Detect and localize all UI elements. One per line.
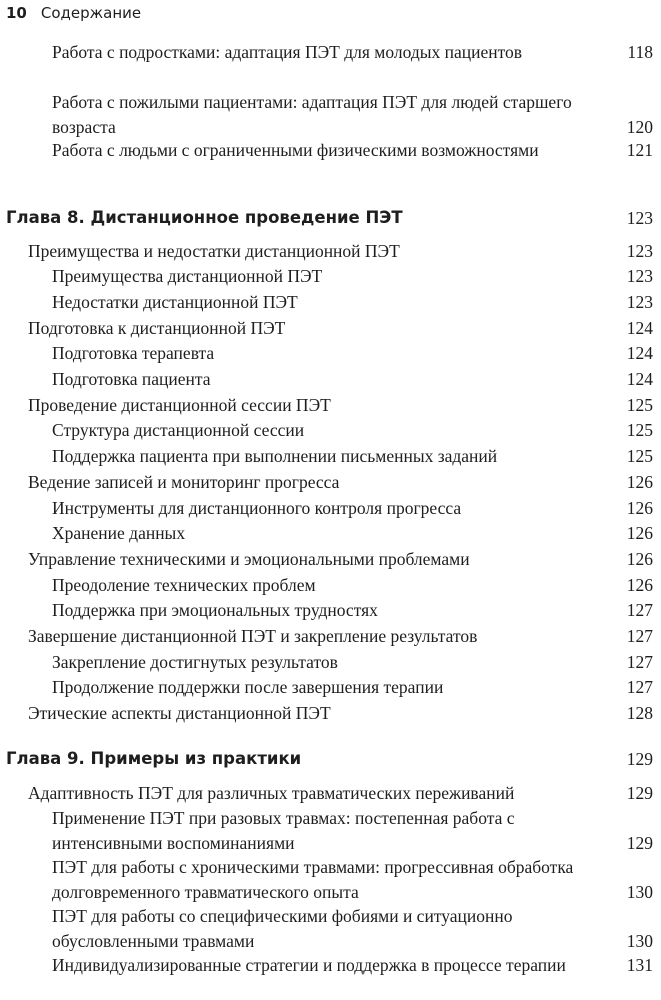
toc-entry-title: Работа с людьми с ограниченными физическими возможностями (52, 140, 539, 160)
toc-entry-page: 125 (626, 420, 653, 440)
toc-entry[interactable] (52, 264, 653, 289)
page-number: 10 (6, 4, 27, 22)
toc-entry-page: 126 (626, 549, 653, 569)
chapter-heading[interactable] (6, 205, 653, 231)
toc-entry-title: Этические аспекты дистанционной ПЭТ (28, 703, 331, 723)
toc-entry-title: Ведение записей и мониторинг прогресса (28, 472, 340, 492)
toc-entry-page: 127 (626, 677, 653, 697)
toc-entry-title: Завершение дистанционной ПЭТ и закрепление результатов (28, 626, 478, 646)
toc-entry-page: 123 (626, 266, 653, 286)
toc-entry-page: 127 (626, 600, 653, 620)
toc-entry[interactable] (52, 90, 653, 140)
toc-entry[interactable] (28, 701, 653, 726)
toc-entry-page: 124 (626, 318, 653, 338)
toc-entry-page: 127 (626, 652, 653, 672)
toc-entry[interactable] (52, 290, 653, 315)
chapter-title: Глава 9. Примеры из практики (6, 749, 302, 768)
toc-entry-title: Подготовка пациента (52, 369, 211, 389)
toc-entry-page: 129 (626, 783, 653, 803)
toc-entry-page: 128 (626, 703, 653, 723)
toc-entry-page: 126 (626, 472, 653, 492)
toc-entry-title: Работа с подростками: адаптация ПЭТ для молодых пациентов (52, 42, 523, 62)
toc-entry[interactable] (52, 573, 653, 598)
toc-entry-title: Подготовка терапевта (52, 343, 215, 363)
toc-entry[interactable] (28, 239, 653, 264)
chapter-title: Глава 8. Дистанционное проведение ПЭТ (6, 208, 403, 227)
toc-entry[interactable] (52, 675, 653, 700)
toc-entry-title: Структура дистанционной сессии (52, 420, 305, 440)
toc-entry-title: Преимущества дистанционной ПЭТ (52, 266, 323, 286)
toc-entry-page: 125 (626, 446, 653, 466)
toc-entry-title: Хранение данных (52, 523, 186, 543)
toc-entry[interactable] (52, 521, 653, 546)
toc-entry-title: Инструменты для дистанционного контроля прогресса (52, 498, 462, 518)
toc-entry-page: 130 (626, 931, 653, 951)
toc-entry[interactable] (52, 444, 653, 469)
toc-entry-title: Работа с пожилыми пациентами: адаптация ПЭТ для людей старшего возраста (52, 92, 572, 137)
toc-entry[interactable] (52, 650, 653, 675)
toc-entry[interactable] (52, 341, 653, 366)
toc-entry-page: 121 (626, 140, 653, 160)
toc-entry[interactable] (28, 781, 653, 806)
toc-entry[interactable] (52, 418, 653, 443)
toc-entry-page: 118 (627, 42, 653, 62)
toc-entry[interactable] (28, 624, 653, 649)
toc-entry-title: Применение ПЭТ при разовых травмах: постепенная работа с интенсивными воспоминаниями (52, 808, 515, 853)
toc-entry-page: 123 (626, 241, 653, 261)
toc-entry-title: Проведение дистанционной сессии ПЭТ (28, 395, 331, 415)
toc-entry-page: 129 (626, 833, 653, 853)
chapter-page: 129 (626, 749, 653, 769)
toc-entry-page: 126 (626, 498, 653, 518)
toc-entry[interactable] (52, 40, 653, 65)
toc-entry[interactable] (28, 316, 653, 341)
toc-entry-title: Продолжение поддержки после завершения терапии (52, 677, 444, 697)
running-header-title: Содержание (40, 4, 142, 22)
toc-entry[interactable] (52, 138, 653, 163)
toc-entry-title: Преодоление технических проблем (52, 575, 316, 595)
toc-entry-title: Поддержка пациента при выполнении письменных заданий (52, 446, 498, 466)
toc-entry-page: 131 (626, 955, 653, 975)
toc-entry[interactable] (52, 904, 653, 954)
toc-entry[interactable] (52, 953, 653, 978)
toc-entry-title: Преимущества и недостатки дистанционной ПЭТ (28, 241, 400, 261)
toc-entry-page: 130 (626, 882, 653, 902)
toc-entry[interactable] (52, 855, 653, 905)
toc-entry-title: Индивидуализированные стратегии и поддержка в процессе терапии (52, 955, 566, 975)
toc-entry-page: 124 (626, 343, 653, 363)
toc-entry[interactable] (52, 496, 653, 521)
toc-entry-page: 124 (626, 369, 653, 389)
toc-entry-title: Подготовка к дистанционной ПЭТ (28, 318, 286, 338)
toc-entry-title: Закрепление достигнутых результатов (52, 652, 338, 672)
toc-entry-title: Адаптивность ПЭТ для различных травматических переживаний (28, 783, 515, 803)
toc-entry[interactable] (28, 547, 653, 572)
toc-entry-page: 120 (626, 117, 653, 137)
chapter-page: 123 (626, 208, 653, 228)
running-header (6, 2, 141, 24)
toc-entry-page: 127 (626, 626, 653, 646)
toc-entry-title: Недостатки дистанционной ПЭТ (52, 292, 298, 312)
toc-entry-title: ПЭТ для работы с хроническими травмами: прогрессивная обработка долговременного травматического опыта (52, 857, 574, 902)
chapter-heading[interactable] (6, 746, 653, 772)
toc-entry-page: 126 (626, 575, 653, 595)
toc-entry-page: 125 (626, 395, 653, 415)
toc-entry-title: Поддержка при эмоциональных трудностях (52, 600, 378, 620)
toc-entry[interactable] (28, 470, 653, 495)
toc-entry[interactable] (52, 806, 653, 856)
toc-entry-title: Управление техническими и эмоциональными проблемами (28, 549, 470, 569)
toc-entry[interactable] (52, 598, 653, 623)
toc-entry[interactable] (52, 367, 653, 392)
toc-entry-page: 126 (626, 523, 653, 543)
toc-entry[interactable] (28, 393, 653, 418)
toc-entry-title: ПЭТ для работы со специфическими фобиями и ситуационно обусловленными травмами (52, 906, 513, 951)
toc-entry-page: 123 (626, 292, 653, 312)
